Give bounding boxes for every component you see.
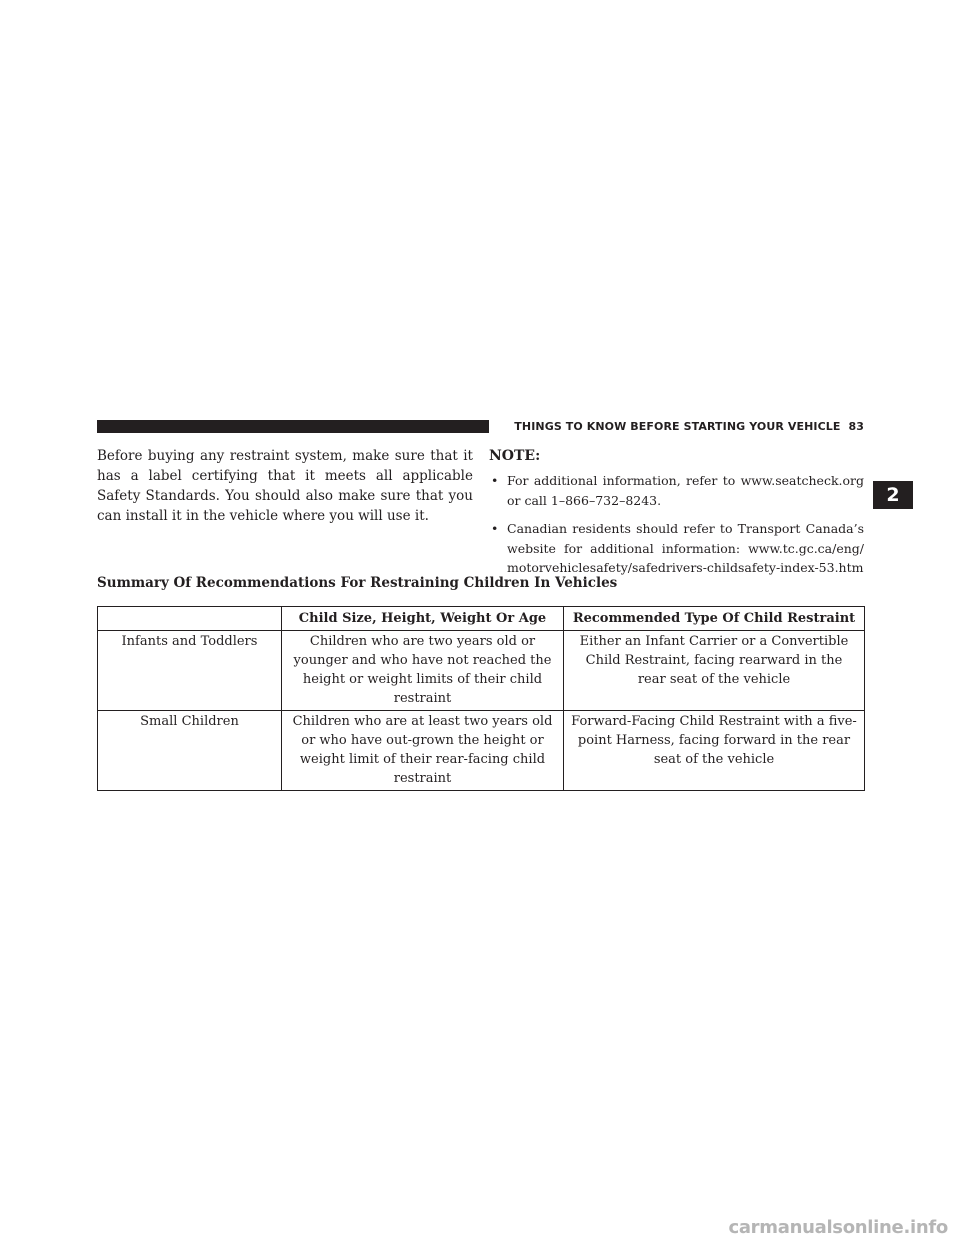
size-cell: Children who are at least two years old or who have out-grown the height or weight limit of their rear-facing child restraint bbox=[282, 711, 564, 791]
note-list bbox=[489, 471, 864, 587]
table-header-row bbox=[98, 607, 865, 631]
category-cell: Infants and Toddlers bbox=[98, 631, 282, 711]
section-title: THINGS TO KNOW BEFORE STARTING YOUR VEHICLE bbox=[514, 420, 841, 433]
summary-title: Summary Of Recommendations For Restraining Children In Vehicles bbox=[97, 575, 618, 591]
restraint-cell: Forward-Facing Child Restraint with a five-point Harness, facing forward in the rear seat of the vehicle bbox=[564, 711, 865, 791]
table-row bbox=[98, 711, 865, 791]
bullet-icon: • bbox=[491, 473, 499, 488]
running-header bbox=[496, 419, 864, 434]
table-row bbox=[98, 631, 865, 711]
size-cell: Children who are two years old or younger and who have not reached the height or weight limits of their child restraint bbox=[282, 631, 564, 711]
watermark: carmanualsonline.info bbox=[728, 1217, 948, 1238]
page-number: 83 bbox=[848, 420, 864, 433]
header-rule bbox=[97, 420, 489, 433]
intro-paragraph: Before buying any restraint system, make sure that it has a label certifying that it meets all applicable Safety Standards. You should also make sure that you can install it in the vehicle where you will use it. bbox=[97, 448, 473, 524]
category-cell: Small Children bbox=[98, 711, 282, 791]
note-item: • Canadian residents should refer to Transport Canada’s website for additional information: www.tc.gc.ca/eng/ motorvehiclesafety/safedrivers-childsafety-index-53.htm bbox=[491, 521, 864, 575]
bullet-icon: • bbox=[491, 521, 499, 536]
note-title: NOTE: bbox=[489, 448, 541, 464]
column-header: Recommended Type Of Child Restraint bbox=[564, 607, 865, 631]
column-header: Child Size, Height, Weight Or Age bbox=[282, 607, 564, 631]
note-item: • For additional information, refer to www.seatcheck.org or call 1–866–732–8243. bbox=[491, 473, 864, 508]
column-header bbox=[98, 607, 282, 631]
chapter-tab: 2 bbox=[873, 481, 913, 509]
restraint-cell: Either an Infant Carrier or a Convertible Child Restraint, facing rearward in the rear seat of the vehicle bbox=[564, 631, 865, 711]
recommendations-table bbox=[97, 606, 865, 791]
